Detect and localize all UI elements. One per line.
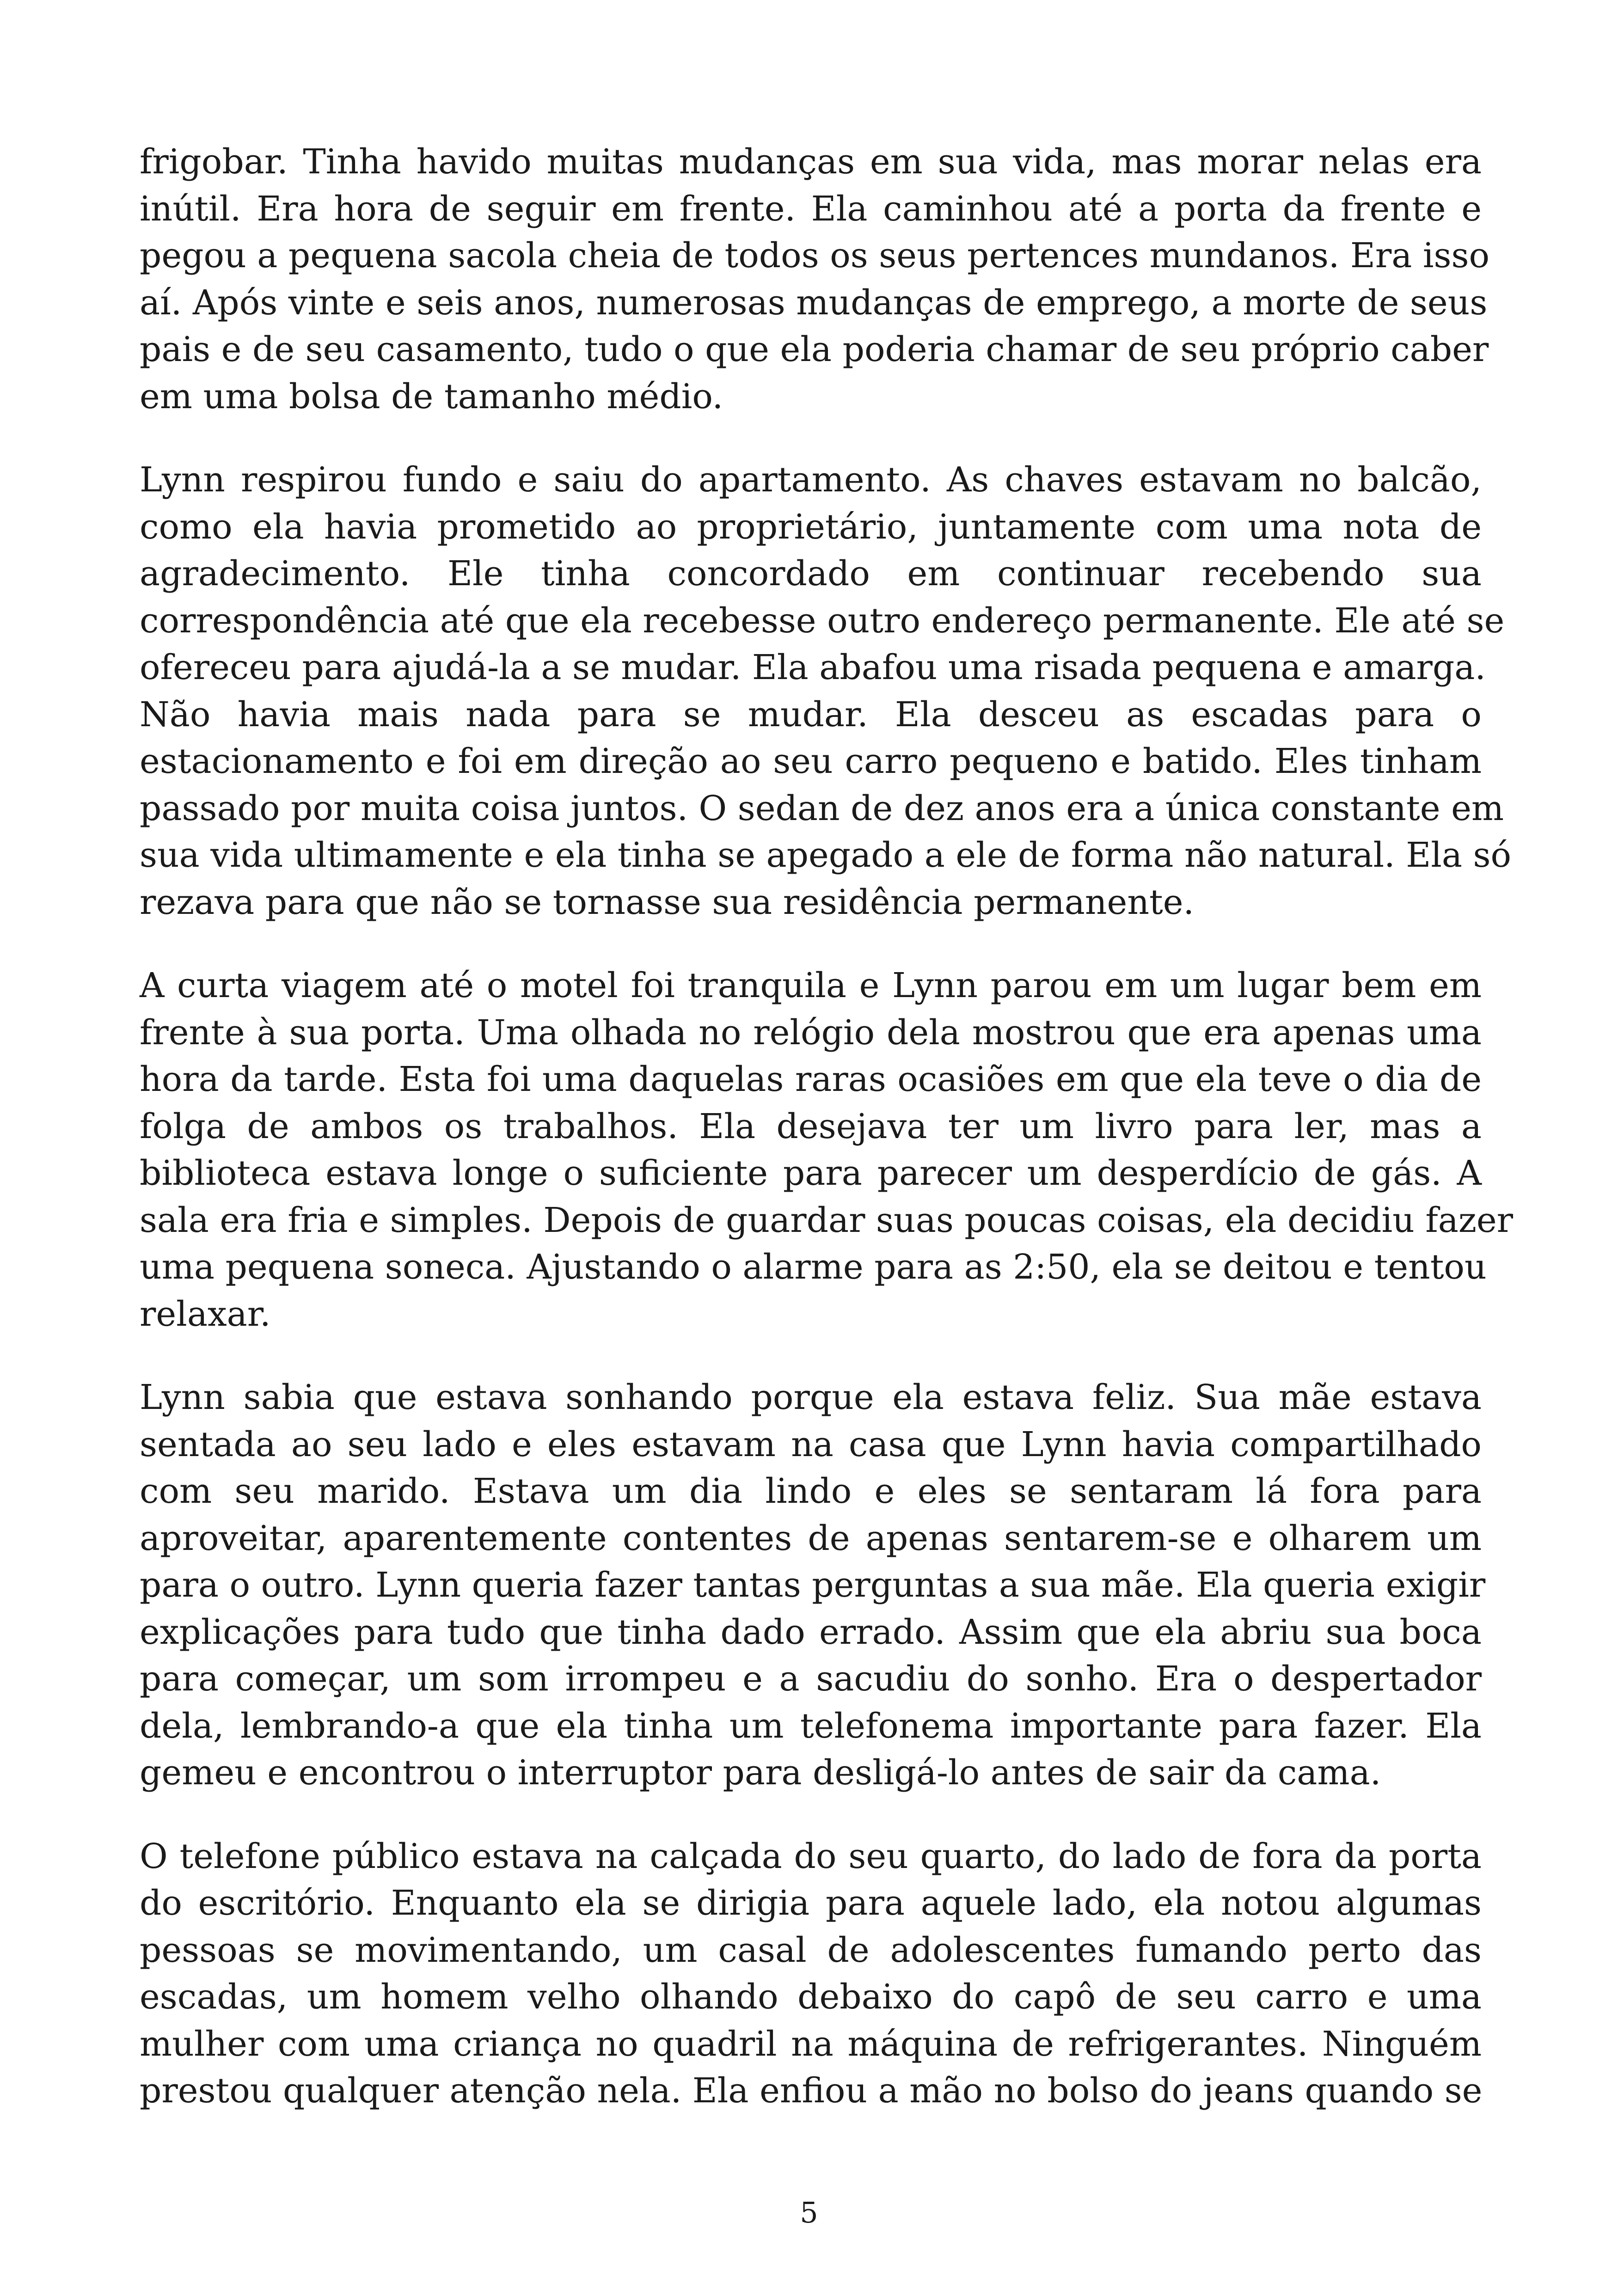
- text-line: frigobar. Tinha havido muitas mudanças em sua vida, mas morar nelas era: [140, 142, 1482, 182]
- text-line: uma pequena soneca. Ajustando o alarme para as 2:50, ela se deitou e tentou: [140, 1247, 1487, 1287]
- paragraph: [140, 1833, 1482, 2115]
- text-line: frente à sua porta. Uma olhada no relógio dela mostrou que era apenas uma: [140, 1012, 1482, 1053]
- text-line: biblioteca estava longe o suficiente para parecer um desperdício de gás. A: [140, 1153, 1482, 1193]
- text-line: Lynn sabia que estava sonhando porque ela estava feliz. Sua mãe estava: [140, 1378, 1482, 1417]
- text-line: sua vida ultimamente e ela tinha se apegado a ele de forma não natural. Ela só: [140, 835, 1512, 875]
- text-line: hora da tarde. Esta foi uma daquelas raras ocasiões em que ela teve o dia de: [140, 1059, 1482, 1099]
- text-line: O telefone público estava na calçada do seu quarto, do lado de fora da porta: [140, 1836, 1482, 1876]
- text-line: gemeu e encontrou o interruptor para desligá-lo antes de sair da cama.: [140, 1753, 1381, 1793]
- text-line: inútil. Era hora de seguir em frente. Ela caminhou até a porta da frente e: [140, 189, 1482, 229]
- text-line: ofereceu para ajudá-la a se mudar. Ela abafou uma risada pequena e amarga.: [140, 648, 1486, 687]
- text-line: sala era fria e simples. Depois de guardar suas poucas coisas, ela decidiu fazer: [140, 1200, 1513, 1240]
- text-line: pessoas se movimentando, um casal de adolescentes fumando perto das: [140, 1930, 1482, 1970]
- text-line: rezava para que não se tornasse sua residência permanente.: [140, 882, 1195, 922]
- text-line: pegou a pequena sacola cheia de todos os seus pertences mundanos. Era isso: [140, 236, 1490, 276]
- paragraph: [140, 962, 1513, 1338]
- text-line: A curta viagem até o motel foi tranquila e Lynn parou em um lugar bem em: [140, 966, 1482, 1005]
- body-text: [140, 139, 1513, 2151]
- text-line: como ela havia prometido ao proprietário, juntamente com uma nota de: [140, 507, 1482, 547]
- paragraph: [140, 457, 1512, 926]
- text-line: Lynn respirou fundo e saiu do apartamento. As chaves estavam no balcão,: [140, 460, 1482, 500]
- text-line: para o outro. Lynn queria fazer tantas perguntas a sua mãe. Ela queria exigir: [140, 1565, 1486, 1605]
- text-line: sentada ao seu lado e eles estavam na casa que Lynn havia compartilhado: [140, 1424, 1482, 1464]
- text-line: pais e de seu casamento, tudo o que ela poderia chamar de seu próprio caber: [140, 330, 1489, 369]
- text-line: agradecimento. Ele tinha concordado em continuar recebendo sua: [140, 554, 1482, 594]
- text-line: relaxar.: [140, 1294, 271, 1334]
- text-line: do escritório. Enquanto ela se dirigia para aquele lado, ela notou algumas: [140, 1883, 1482, 1923]
- text-line: aí. Após vinte e seis anos, numerosas mudanças de emprego, a morte de seus: [140, 282, 1488, 323]
- paragraph: [140, 1374, 1486, 1797]
- text-line: folga de ambos os trabalhos. Ela desejava ter um livro para ler, mas a: [140, 1106, 1482, 1146]
- text-line: explicações para tudo que tinha dado errado. Assim que ela abriu sua boca: [140, 1612, 1482, 1652]
- text-line: em uma bolsa de tamanho médio.: [140, 376, 723, 416]
- text-line: escadas, um homem velho olhando debaixo do capô de seu carro e uma: [140, 1977, 1482, 2017]
- paragraph: [140, 139, 1490, 420]
- text-line: Não havia mais nada para se mudar. Ela desceu as escadas para o: [140, 694, 1482, 735]
- text-line: passado por muita coisa juntos. O sedan de dez anos era a única constante em: [140, 788, 1504, 828]
- text-line: aproveitar, aparentemente contentes de apenas sentarem-se e olharem um: [140, 1518, 1482, 1558]
- text-line: dela, lembrando-a que ela tinha um telefonema importante para fazer. Ela: [140, 1706, 1482, 1746]
- page-number: 5: [800, 2196, 818, 2229]
- text-line: mulher com uma criança no quadril na máquina de refrigerantes. Ninguém: [140, 2024, 1482, 2064]
- text-line: com seu marido. Estava um dia lindo e eles se sentaram lá fora para: [140, 1471, 1482, 1511]
- text-line: para começar, um som irrompeu e a sacudiu do sonho. Era o despertador: [140, 1659, 1482, 1699]
- text-line: estacionamento e foi em direção ao seu carro pequeno e batido. Eles tinham: [140, 741, 1482, 781]
- text-line: prestou qualquer atenção nela. Ela enfiou a mão no bolso do jeans quando se: [140, 2071, 1483, 2111]
- text-line: correspondência até que ela recebesse outro endereço permanente. Ele até se: [140, 600, 1505, 641]
